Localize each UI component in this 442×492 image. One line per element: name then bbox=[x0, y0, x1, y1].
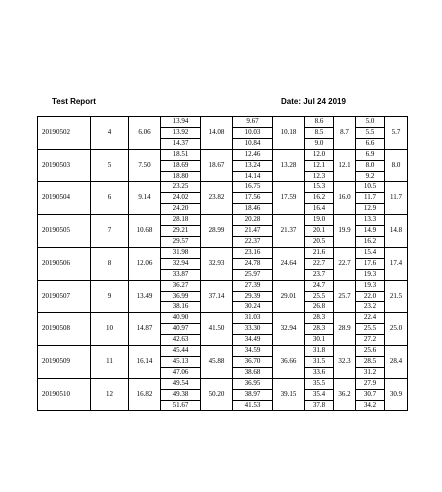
reading-c-cell: 23.7 bbox=[305, 269, 334, 280]
reading-d-cell: 8.0 bbox=[356, 160, 385, 171]
count-cell: 12 bbox=[91, 378, 129, 411]
value-cell: 16.82 bbox=[129, 378, 161, 411]
average-c-cell: 36.2 bbox=[334, 378, 356, 411]
reading-b-cell: 10.84 bbox=[233, 138, 273, 149]
count-cell: 7 bbox=[91, 215, 129, 248]
reading-b-cell: 23.16 bbox=[233, 247, 273, 258]
reading-c-cell: 8.5 bbox=[305, 127, 334, 138]
reading-c-cell: 12.0 bbox=[305, 149, 334, 160]
reading-b-cell: 12.46 bbox=[233, 149, 273, 160]
reading-b-cell: 36.95 bbox=[233, 378, 273, 389]
table-row bbox=[38, 149, 408, 160]
reading-b-cell: 21.47 bbox=[233, 226, 273, 237]
reading-a-cell: 14.37 bbox=[161, 138, 201, 149]
reading-a-cell: 51.67 bbox=[161, 400, 201, 411]
batch-id-cell: 20190505 bbox=[38, 215, 91, 248]
table-row bbox=[38, 182, 408, 193]
reading-a-cell: 45.13 bbox=[161, 356, 201, 367]
reading-b-cell: 30.24 bbox=[233, 302, 273, 313]
reading-a-cell: 29.21 bbox=[161, 226, 201, 237]
reading-b-cell: 36.70 bbox=[233, 356, 273, 367]
reading-b-cell: 41.53 bbox=[233, 400, 273, 411]
reading-d-cell: 25.6 bbox=[356, 346, 385, 357]
average-b-cell: 13.28 bbox=[273, 149, 305, 182]
reading-a-cell: 24.20 bbox=[161, 204, 201, 215]
average-c-cell: 25.7 bbox=[334, 280, 356, 313]
reading-d-cell: 10.5 bbox=[356, 182, 385, 193]
reading-a-cell: 28.18 bbox=[161, 215, 201, 226]
value-cell: 16.14 bbox=[129, 346, 161, 379]
reading-a-cell: 18.51 bbox=[161, 149, 201, 160]
average-b-cell: 24.64 bbox=[273, 247, 305, 280]
reading-a-cell: 24.02 bbox=[161, 193, 201, 204]
average-c-cell: 32.3 bbox=[334, 346, 356, 379]
average-a-cell: 32.93 bbox=[201, 247, 233, 280]
average-d-cell: 30.9 bbox=[385, 378, 408, 411]
reading-c-cell: 16.2 bbox=[305, 193, 334, 204]
reading-d-cell: 34.2 bbox=[356, 400, 385, 411]
batch-id-cell: 20190509 bbox=[38, 346, 91, 379]
average-d-cell: 14.8 bbox=[385, 215, 408, 248]
reading-c-cell: 21.6 bbox=[305, 247, 334, 258]
count-cell: 4 bbox=[91, 117, 129, 150]
value-cell: 10.68 bbox=[129, 215, 161, 248]
average-b-cell: 36.66 bbox=[273, 346, 305, 379]
average-d-cell: 28.4 bbox=[385, 346, 408, 379]
reading-a-cell: 36.27 bbox=[161, 280, 201, 291]
average-c-cell: 19.9 bbox=[334, 215, 356, 248]
reading-c-cell: 35.4 bbox=[305, 389, 334, 400]
reading-c-cell: 31.5 bbox=[305, 356, 334, 367]
reading-c-cell: 12.1 bbox=[305, 160, 334, 171]
reading-d-cell: 13.3 bbox=[356, 215, 385, 226]
reading-a-cell: 47.06 bbox=[161, 367, 201, 378]
reading-a-cell: 40.90 bbox=[161, 313, 201, 324]
reading-a-cell: 13.94 bbox=[161, 117, 201, 128]
reading-d-cell: 19.3 bbox=[356, 269, 385, 280]
reading-d-cell: 25.5 bbox=[356, 324, 385, 335]
reading-d-cell: 16.2 bbox=[356, 236, 385, 247]
report-title: Test Report bbox=[52, 97, 96, 106]
reading-d-cell: 14.9 bbox=[356, 226, 385, 237]
reading-d-cell: 28.5 bbox=[356, 356, 385, 367]
reading-c-cell: 33.6 bbox=[305, 367, 334, 378]
reading-b-cell: 20.28 bbox=[233, 215, 273, 226]
reading-c-cell: 9.0 bbox=[305, 138, 334, 149]
report-date: Date: Jul 24 2019 bbox=[281, 97, 346, 106]
reading-b-cell: 31.03 bbox=[233, 313, 273, 324]
reading-d-cell: 17.6 bbox=[356, 258, 385, 269]
batch-id-cell: 20190508 bbox=[38, 313, 91, 346]
reading-b-cell: 16.75 bbox=[233, 182, 273, 193]
reading-c-cell: 31.8 bbox=[305, 346, 334, 357]
value-cell: 6.06 bbox=[129, 117, 161, 150]
reading-c-cell: 20.5 bbox=[305, 236, 334, 247]
reading-a-cell: 33.87 bbox=[161, 269, 201, 280]
average-a-cell: 45.88 bbox=[201, 346, 233, 379]
reading-c-cell: 16.4 bbox=[305, 204, 334, 215]
reading-d-cell: 6.9 bbox=[356, 149, 385, 160]
table-row bbox=[38, 215, 408, 226]
reading-d-cell: 27.2 bbox=[356, 335, 385, 346]
reading-c-cell: 24.7 bbox=[305, 280, 334, 291]
reading-c-cell: 12.3 bbox=[305, 171, 334, 182]
batch-id-cell: 20190504 bbox=[38, 182, 91, 215]
reading-d-cell: 23.2 bbox=[356, 302, 385, 313]
reading-a-cell: 23.25 bbox=[161, 182, 201, 193]
reading-b-cell: 38.68 bbox=[233, 367, 273, 378]
average-d-cell: 17.4 bbox=[385, 247, 408, 280]
reading-d-cell: 22.0 bbox=[356, 291, 385, 302]
average-d-cell: 21.5 bbox=[385, 280, 408, 313]
reading-d-cell: 31.2 bbox=[356, 367, 385, 378]
reading-d-cell: 15.4 bbox=[356, 247, 385, 258]
average-a-cell: 41.50 bbox=[201, 313, 233, 346]
reading-b-cell: 29.39 bbox=[233, 291, 273, 302]
reading-a-cell: 38.16 bbox=[161, 302, 201, 313]
table-row bbox=[38, 313, 408, 324]
count-cell: 11 bbox=[91, 346, 129, 379]
report-header bbox=[52, 97, 352, 109]
reading-a-cell: 42.63 bbox=[161, 335, 201, 346]
reading-b-cell: 22.37 bbox=[233, 236, 273, 247]
reading-b-cell: 17.56 bbox=[233, 193, 273, 204]
reading-d-cell: 27.9 bbox=[356, 378, 385, 389]
reading-c-cell: 26.8 bbox=[305, 302, 334, 313]
reading-d-cell: 6.6 bbox=[356, 138, 385, 149]
reading-a-cell: 45.44 bbox=[161, 346, 201, 357]
count-cell: 6 bbox=[91, 182, 129, 215]
reading-c-cell: 37.8 bbox=[305, 400, 334, 411]
value-cell: 9.14 bbox=[129, 182, 161, 215]
average-c-cell: 22.7 bbox=[334, 247, 356, 280]
reading-a-cell: 40.97 bbox=[161, 324, 201, 335]
average-b-cell: 39.15 bbox=[273, 378, 305, 411]
average-b-cell: 17.59 bbox=[273, 182, 305, 215]
average-a-cell: 23.82 bbox=[201, 182, 233, 215]
count-cell: 10 bbox=[91, 313, 129, 346]
reading-d-cell: 9.2 bbox=[356, 171, 385, 182]
reading-b-cell: 9.67 bbox=[233, 117, 273, 128]
count-cell: 8 bbox=[91, 247, 129, 280]
reading-a-cell: 29.57 bbox=[161, 236, 201, 247]
reading-a-cell: 18.69 bbox=[161, 160, 201, 171]
average-c-cell: 8.7 bbox=[334, 117, 356, 150]
count-cell: 5 bbox=[91, 149, 129, 182]
reading-a-cell: 49.54 bbox=[161, 378, 201, 389]
average-c-cell: 12.1 bbox=[334, 149, 356, 182]
reading-b-cell: 13.24 bbox=[233, 160, 273, 171]
table-row bbox=[38, 280, 408, 291]
reading-c-cell: 15.3 bbox=[305, 182, 334, 193]
average-a-cell: 37.14 bbox=[201, 280, 233, 313]
reading-c-cell: 20.1 bbox=[305, 226, 334, 237]
table-row bbox=[38, 117, 408, 128]
reading-c-cell: 28.3 bbox=[305, 313, 334, 324]
reading-c-cell: 22.7 bbox=[305, 258, 334, 269]
reading-d-cell: 11.7 bbox=[356, 193, 385, 204]
reading-d-cell: 12.9 bbox=[356, 204, 385, 215]
reading-a-cell: 36.99 bbox=[161, 291, 201, 302]
average-b-cell: 21.37 bbox=[273, 215, 305, 248]
table-row bbox=[38, 378, 408, 389]
reading-a-cell: 32.94 bbox=[161, 258, 201, 269]
batch-id-cell: 20190503 bbox=[38, 149, 91, 182]
average-a-cell: 50.20 bbox=[201, 378, 233, 411]
reading-a-cell: 13.92 bbox=[161, 127, 201, 138]
reading-d-cell: 22.4 bbox=[356, 313, 385, 324]
reading-b-cell: 14.14 bbox=[233, 171, 273, 182]
reading-a-cell: 31.98 bbox=[161, 247, 201, 258]
value-cell: 14.87 bbox=[129, 313, 161, 346]
reading-d-cell: 30.7 bbox=[356, 389, 385, 400]
batch-id-cell: 20190507 bbox=[38, 280, 91, 313]
average-c-cell: 16.0 bbox=[334, 182, 356, 215]
reading-b-cell: 24.78 bbox=[233, 258, 273, 269]
reading-c-cell: 25.5 bbox=[305, 291, 334, 302]
reading-a-cell: 18.80 bbox=[161, 171, 201, 182]
average-a-cell: 14.08 bbox=[201, 117, 233, 150]
average-b-cell: 29.01 bbox=[273, 280, 305, 313]
value-cell: 13.49 bbox=[129, 280, 161, 313]
reading-d-cell: 19.3 bbox=[356, 280, 385, 291]
reading-c-cell: 8.6 bbox=[305, 117, 334, 128]
average-b-cell: 10.18 bbox=[273, 117, 305, 150]
reading-c-cell: 30.1 bbox=[305, 335, 334, 346]
reading-b-cell: 27.39 bbox=[233, 280, 273, 291]
reading-b-cell: 25.97 bbox=[233, 269, 273, 280]
reading-b-cell: 34.49 bbox=[233, 335, 273, 346]
average-b-cell: 32.94 bbox=[273, 313, 305, 346]
value-cell: 7.50 bbox=[129, 149, 161, 182]
batch-id-cell: 20190506 bbox=[38, 247, 91, 280]
reading-d-cell: 5.0 bbox=[356, 117, 385, 128]
reading-c-cell: 28.3 bbox=[305, 324, 334, 335]
report-table bbox=[37, 116, 408, 411]
average-d-cell: 11.7 bbox=[385, 182, 408, 215]
average-a-cell: 28.99 bbox=[201, 215, 233, 248]
value-cell: 12.06 bbox=[129, 247, 161, 280]
reading-d-cell: 5.5 bbox=[356, 127, 385, 138]
count-cell: 9 bbox=[91, 280, 129, 313]
batch-id-cell: 20190510 bbox=[38, 378, 91, 411]
table-row bbox=[38, 346, 408, 357]
average-d-cell: 25.0 bbox=[385, 313, 408, 346]
batch-id-cell: 20190502 bbox=[38, 117, 91, 150]
table-row bbox=[38, 247, 408, 258]
reading-b-cell: 33.30 bbox=[233, 324, 273, 335]
reading-b-cell: 18.46 bbox=[233, 204, 273, 215]
reading-c-cell: 35.5 bbox=[305, 378, 334, 389]
average-a-cell: 18.67 bbox=[201, 149, 233, 182]
average-d-cell: 8.0 bbox=[385, 149, 408, 182]
reading-b-cell: 34.59 bbox=[233, 346, 273, 357]
reading-b-cell: 38.97 bbox=[233, 389, 273, 400]
reading-a-cell: 49.38 bbox=[161, 389, 201, 400]
reading-b-cell: 10.03 bbox=[233, 127, 273, 138]
average-c-cell: 28.9 bbox=[334, 313, 356, 346]
reading-c-cell: 19.0 bbox=[305, 215, 334, 226]
average-d-cell: 5.7 bbox=[385, 117, 408, 150]
